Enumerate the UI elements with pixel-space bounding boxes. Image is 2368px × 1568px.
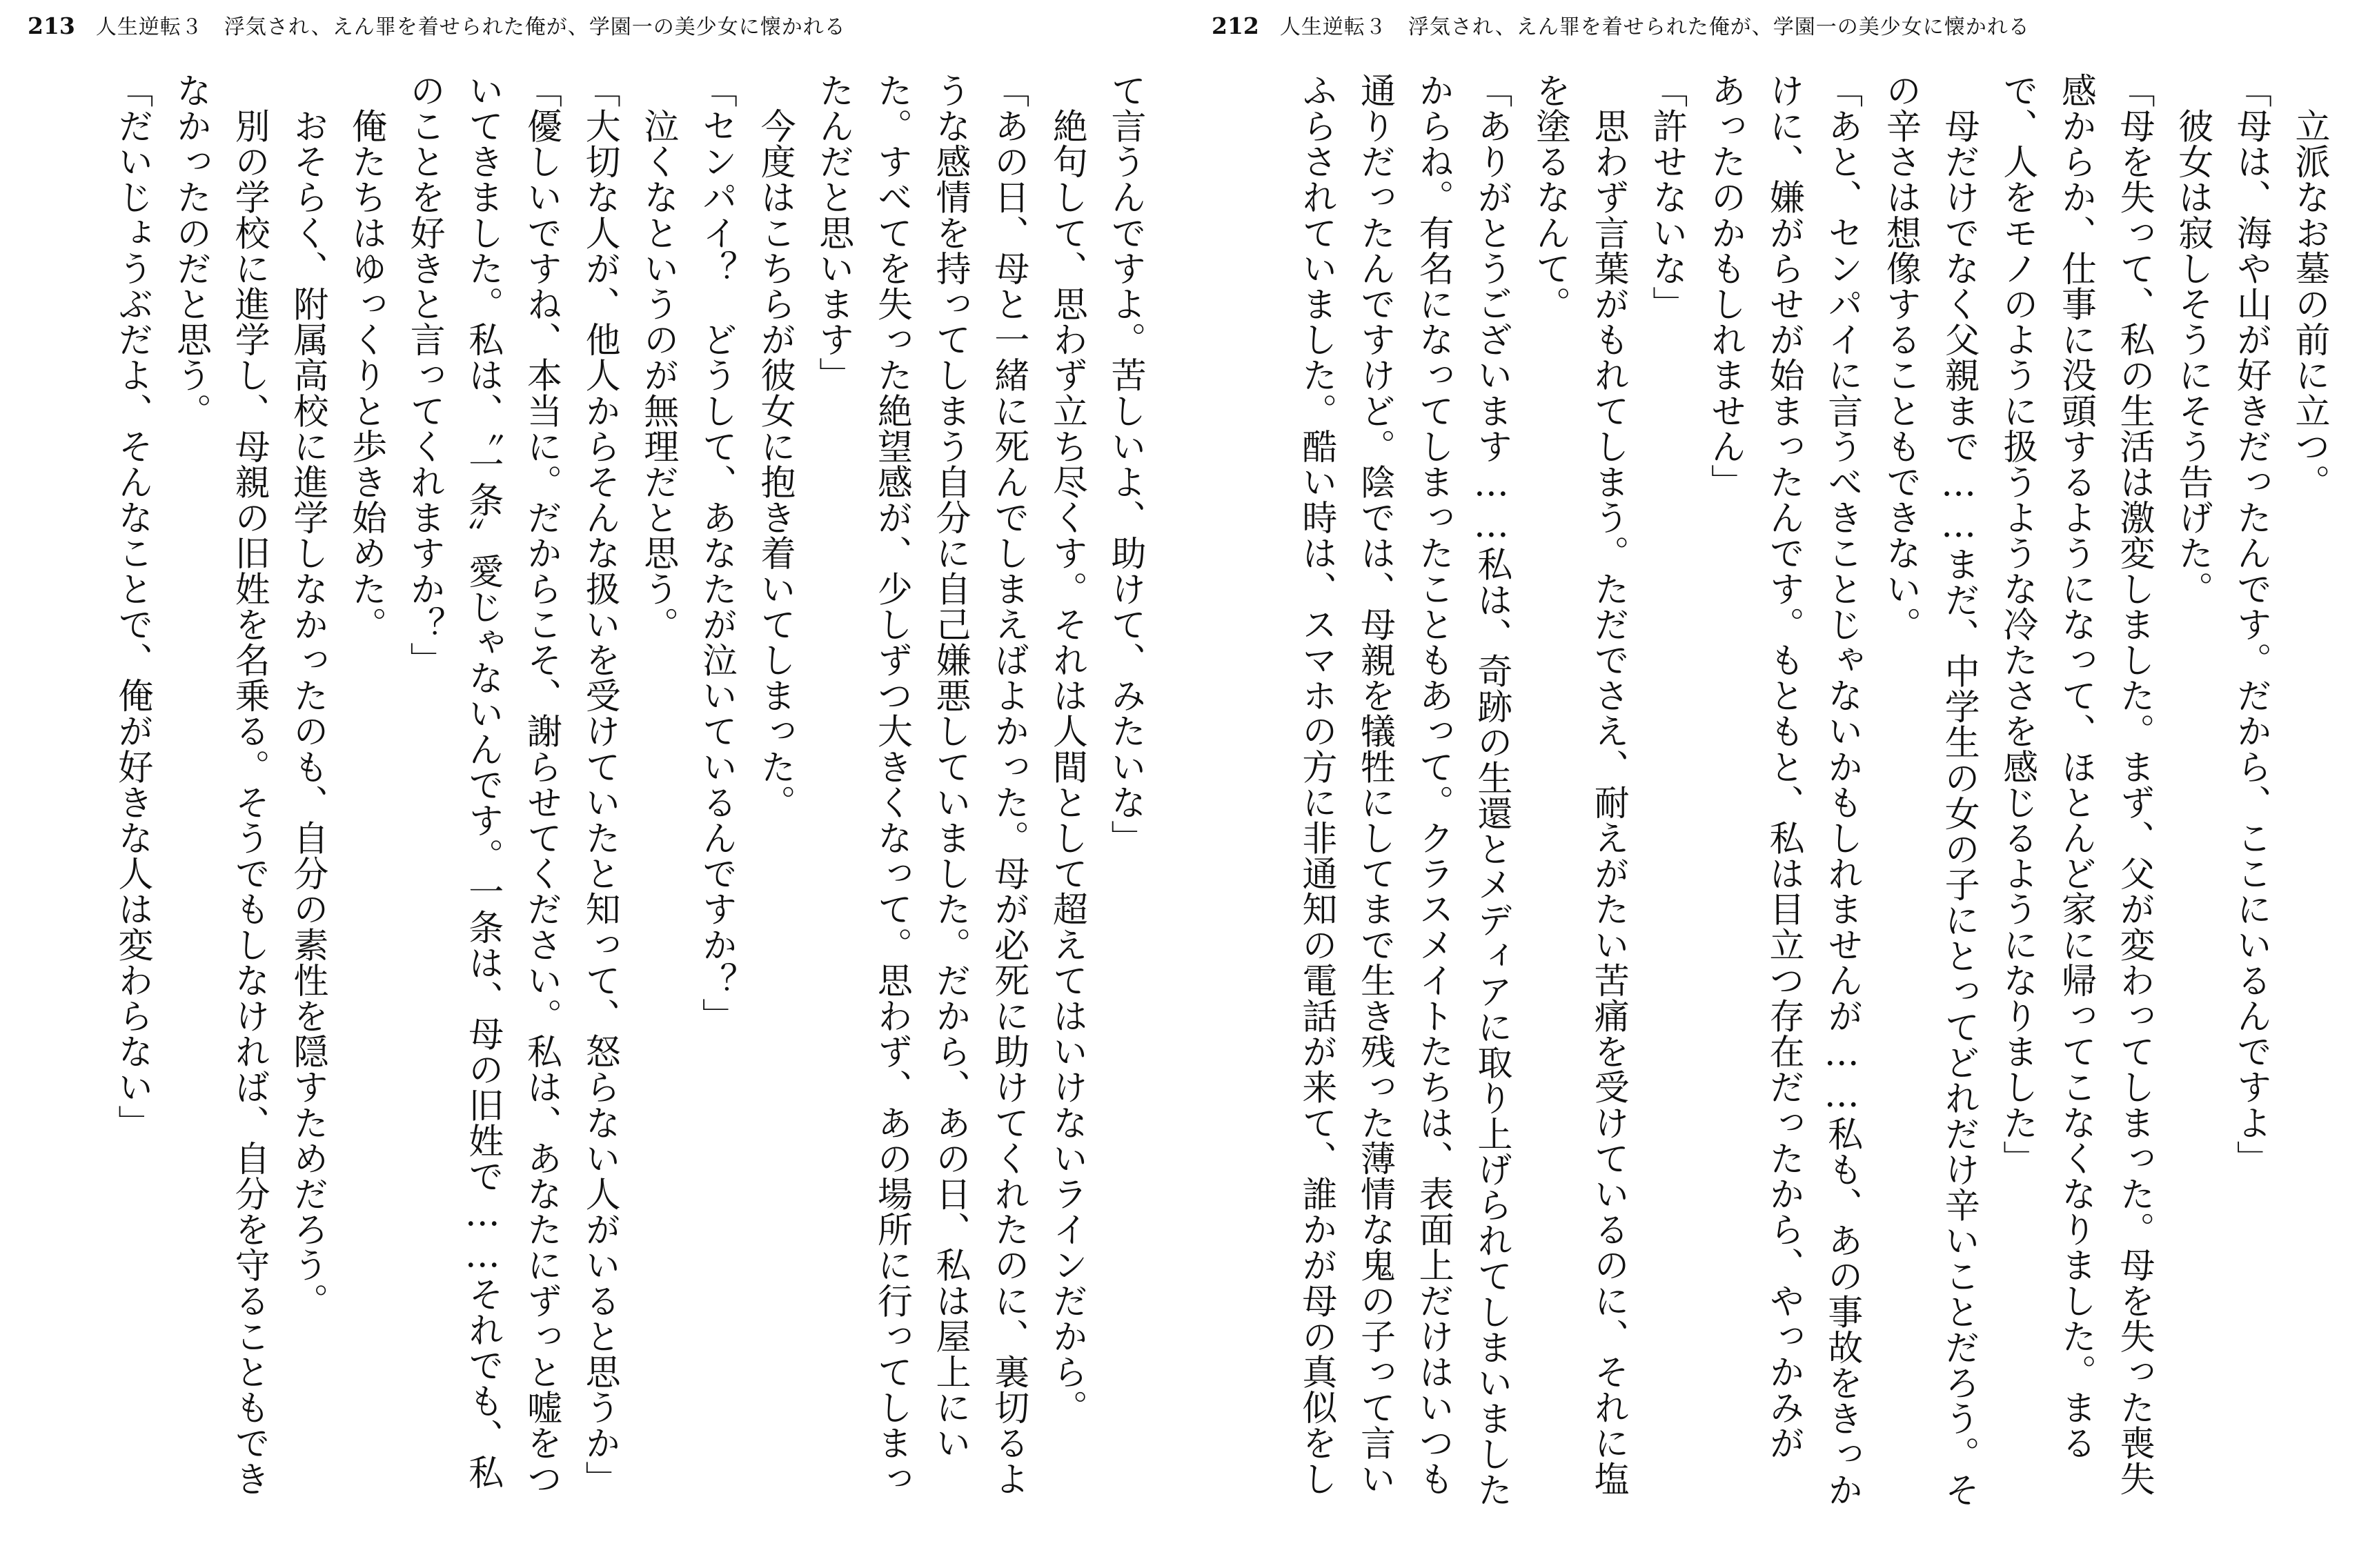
text-line: 「母は、海や山が好きだったんです。だから、ここにいるんですよ」 <box>2230 72 2271 1176</box>
page-number: 213 <box>28 12 75 39</box>
text-line: 「センパイ？ どうして、あなたが泣いているんですか？」 <box>695 72 737 1034</box>
text-line: の辛さは想像することもできない。 <box>1879 72 1921 642</box>
page-header <box>28 10 846 51</box>
page-header <box>1212 10 2030 51</box>
text-line: 「大切な人が、他人からそんな扱いを受けていたと知って、怒らない人がいると思うか」 <box>579 72 620 1496</box>
text-line: けに、嫌がらせが始まったんです。もともと、私は目立つ存在だったから、やっかみが <box>1763 72 1804 1461</box>
text-line: 今度はこちらが彼女に抱き着いてしまった。 <box>754 72 796 820</box>
text-line: 「母を失って、私の生活は激変しました。まず、父が変わってしまった。母を失った喪失 <box>2113 72 2155 1496</box>
text-line: のことを好きと言ってくれますか？」 <box>404 72 445 678</box>
text-line: 母だけでなく父親まで……まだ、中学生の女の子にとってどれだけ辛いことだろう。そ <box>1938 72 1980 1507</box>
running-title: 人生逆転３ 浮気され、えん罪を着せられた俺が、学園一の美少女に懐かれる <box>1279 15 2030 39</box>
text-line: 「あと、センパイに言うべきことじゃないかもしれませんが……私も、あの事故をきっか <box>1821 72 1862 1507</box>
text-line: 「優しいですね、本当に。だからこそ、謝らせてください。私は、あなたにずっと嘘をつ <box>520 72 562 1496</box>
text-line: た。すべてを失った絶望感が、少しずつ大きくなって。思わず、あの場所に行ってしまっ <box>871 72 912 1496</box>
text-line: 「あの日、母と一緒に死んでしまえばよかった。母が必死に助けてくれたのに、裏切るよ <box>987 72 1029 1496</box>
vertical-body-text <box>28 72 1154 1549</box>
text-line: 通りだったんですけど。陰では、母親を犠牲にしてまで生き残った薄情な鬼の子って言い <box>1354 72 1395 1496</box>
running-title: 人生逆転３ 浮気され、えん罪を着せられた俺が、学園一の美少女に懐かれる <box>95 15 846 39</box>
text-line: 「許せないな」 <box>1646 72 1687 322</box>
text-line: 立派なお墓の前に立つ。 <box>2289 72 2329 500</box>
page-number: 212 <box>1212 12 1259 39</box>
text-line: 「だいじょうぶだよ、そんなことで、俺が好きな人は変わらない」 <box>111 72 152 1140</box>
text-line: 「ありがとうございます……私は、奇跡の生還とメディアに取り上げられてしまいました <box>1470 72 1512 1507</box>
text-line: うな感情を持ってしまう自分に自己嫌悪していました。だから、あの日、私は屋上にい <box>929 72 971 1461</box>
text-line: 彼女は寂しそうにそう告げた。 <box>2171 72 2213 606</box>
text-line: を塗るなんて。 <box>1529 72 1570 322</box>
text-line: からね。有名になってしまったこともあって。クラスメイトたちは、表面上だけはいつも <box>1412 72 1454 1496</box>
text-line: 俺たちはゆっくりと歩き始めた。 <box>345 72 386 642</box>
text-line: あったのかもしれません」 <box>1704 72 1746 500</box>
text-line: 絶句して、思わず立ち尽くす。それは人間として超えてはいけないラインだから。 <box>1046 72 1087 1425</box>
text-line: おそらく、附属高校に進学しなかったのも、自分の素性を隠すためだろう。 <box>286 72 328 1318</box>
text-line: 感からか、仕事に没頭するようになって、ほとんど家に帰ってこなくなりました。まる <box>2055 72 2096 1461</box>
text-line: で、人をモノのように扱うような冷たさを感じるようになりました」 <box>1996 72 2038 1176</box>
text-line: いてきました。私は、〝一条〟愛じゃないんです。一条は、母の旧姓で……それでも、私 <box>462 72 503 1490</box>
text-line: て言うんですよ。苦しいよ、助けて、みたいな」 <box>1105 72 1145 856</box>
text-line: なかったのだと思う。 <box>170 72 211 428</box>
right-page <box>1184 0 2368 1568</box>
text-line: ふらされていました。酷い時は、スマホの方に非通知の電話が来て、誰かが母の真似をし <box>1295 72 1336 1496</box>
vertical-body-text <box>1212 72 2338 1549</box>
text-line: たんだと思います」 <box>812 72 854 393</box>
text-line: 別の学校に進学し、母親の旧姓を名乗る。そうでもしなければ、自分を守ることもでき <box>228 72 270 1496</box>
text-line: 泣くなというのが無理だと思う。 <box>637 72 678 642</box>
text-line: 思わず言葉がもれてしまう。ただでさえ、耐えがたい苦痛を受けているのに、それに塩 <box>1588 72 1629 1496</box>
